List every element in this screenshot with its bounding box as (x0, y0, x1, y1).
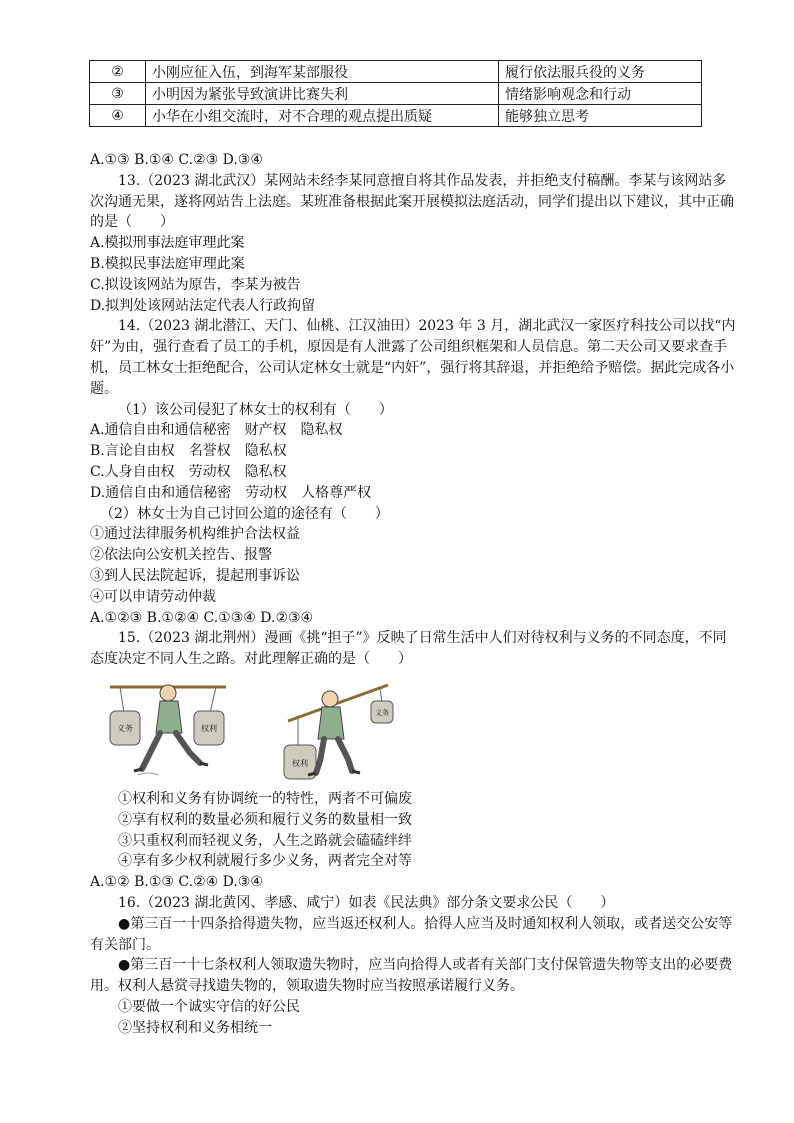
q15-item: ②享有权利的数量必须和履行义务的数量相一致 (118, 811, 412, 828)
q16-item: ②坚持权利和义务相统一 (118, 1019, 272, 1036)
bag-label: 义务 (117, 723, 133, 733)
q16-article-314: ●第三百一十四条拾得遗失物，应当返还权利人。拾得人应当及时通知权利人领取，或者送交公安等有关部门。 (90, 915, 733, 953)
q16-stem: 16.（2023 湖北黄冈、孝感、咸宁）如表《民法典》部分条文要求公民（ ） (118, 894, 615, 911)
q15-stem: 15.（2023 湖北荆州）漫画《挑“担子”》反映了日常生活中人们对待权利与义务的不同态度，不同态度决定不同人生之路。对此理解正确的是（ ） (90, 630, 727, 668)
table-row (90, 105, 702, 127)
bag-label: 权利 (292, 758, 308, 768)
q13-option-c: C.拟设该网站为原告，李某为被告 (90, 276, 301, 293)
q14-sub2-item: ②依法向公安机关控告、报警 (90, 547, 272, 564)
bag-label: 权利 (201, 723, 217, 733)
cartoon-illustration (98, 673, 398, 786)
q14-sub1-option-d: D.通信自由和通信秘密 劳动权 人格尊严权 (90, 484, 372, 501)
table-row (90, 61, 702, 83)
row-meaning: 情绪影响观念和行动 (499, 83, 702, 105)
q14-stem: 14.（2023 湖北潜江、天门、仙桃、江汉油田）2023 年 3 月，湖北武汉一家医疗科技公司以找“内奸”为由，强行查看了员工的手机，原因是有人泄露了公司组织框架和人员信息。第二天公司又要求查手机，员工林女士拒绝配合，公司认定林女士就是“内奸”，强行将其辞退，并拒绝给予赔偿。据此完成各小题。 (90, 318, 736, 397)
bag-label: 义务 (375, 708, 389, 717)
q14-sub1: （1）该公司侵犯了林女士的权利有（ ） (118, 401, 393, 418)
q16-item: ①要做一个诚实守信的好公民 (118, 998, 300, 1015)
q16-article-317: ●第三百一十七条权利人领取遗失物时，应当向拾得人或者有关部门支付保管遗失物等支出的必要费用。权利人悬赏寻找遗失物的，领取遗失物时应当按照承诺履行义务。 (90, 957, 733, 995)
q14-sub2-item: ①通过法律服务机构维护合法权益 (90, 526, 300, 543)
q14-sub1-option-a: A.通信自由和通信秘密 财产权 隐私权 (90, 422, 343, 439)
q13-option-d: D.拟判处该网站法定代表人行政拘留 (90, 297, 316, 314)
row-situation: 小刚应征入伍，到海军某部服役 (146, 61, 499, 83)
options-table (89, 60, 702, 127)
cartoon-figure-unbalanced (284, 685, 393, 779)
row-meaning: 能够独立思考 (499, 105, 702, 127)
q15-item: ③只重权利而轻视义务，人生之路就会磕磕绊绊 (118, 832, 412, 849)
row-situation: 小华在小组交流时，对不合理的观点提出质疑 (146, 105, 499, 127)
row-number: ③ (90, 83, 146, 105)
q14-sub2-answer-options: A.①②③ B.①②④ C.①③④ D.②③④ (90, 609, 314, 626)
q14-sub1-option-c: C.人身自由权 劳动权 隐私权 (90, 463, 287, 480)
q14-sub2: （2）林女士为自己讨回公道的途径有（ ） (100, 505, 389, 522)
q14-sub2-item: ③到人民法院起诉，提起刑事诉讼 (90, 567, 300, 584)
q13-option-a: A.模拟刑事法庭审理此案 (90, 235, 245, 252)
row-number: ④ (90, 105, 146, 127)
row-number: ② (90, 61, 146, 83)
q14-sub1-option-b: B.言论自由权 名誉权 隐私权 (90, 443, 287, 460)
cartoon-figure-balanced (110, 685, 226, 775)
q14-sub2-item: ④可以申请劳动仲裁 (90, 588, 216, 605)
row-meaning: 履行依法服兵役的义务 (499, 61, 702, 83)
q12-answer-options: A.①③ B.①④ C.②③ D.③④ (90, 152, 263, 168)
q15-answer-options: A.①② B.①③ C.②④ D.③④ (90, 874, 263, 891)
row-situation: 小明因为紧张导致演讲比赛失利 (146, 83, 499, 105)
table-row (90, 83, 702, 105)
q15-item: ④享有多少权利就履行多少义务，两者完全对等 (118, 853, 412, 870)
question-body (90, 150, 740, 1038)
q13-stem: 13.（2023 湖北武汉）某网站未经李某同意擅自将其作品发表，并拒绝支付稿酬。李某与该网站多次沟通无果，遂将网站告上法庭。某班准备根据此案开展模拟法庭活动，同学们提出以下建议，其中正确的是（ ） (90, 172, 734, 231)
q13-option-b: B.模拟民事法庭审理此案 (90, 255, 245, 272)
q15-item: ①权利和义务有协调统一的特性，两者不可偏废 (118, 790, 412, 807)
cartoon-carrying-burden (90, 673, 740, 786)
